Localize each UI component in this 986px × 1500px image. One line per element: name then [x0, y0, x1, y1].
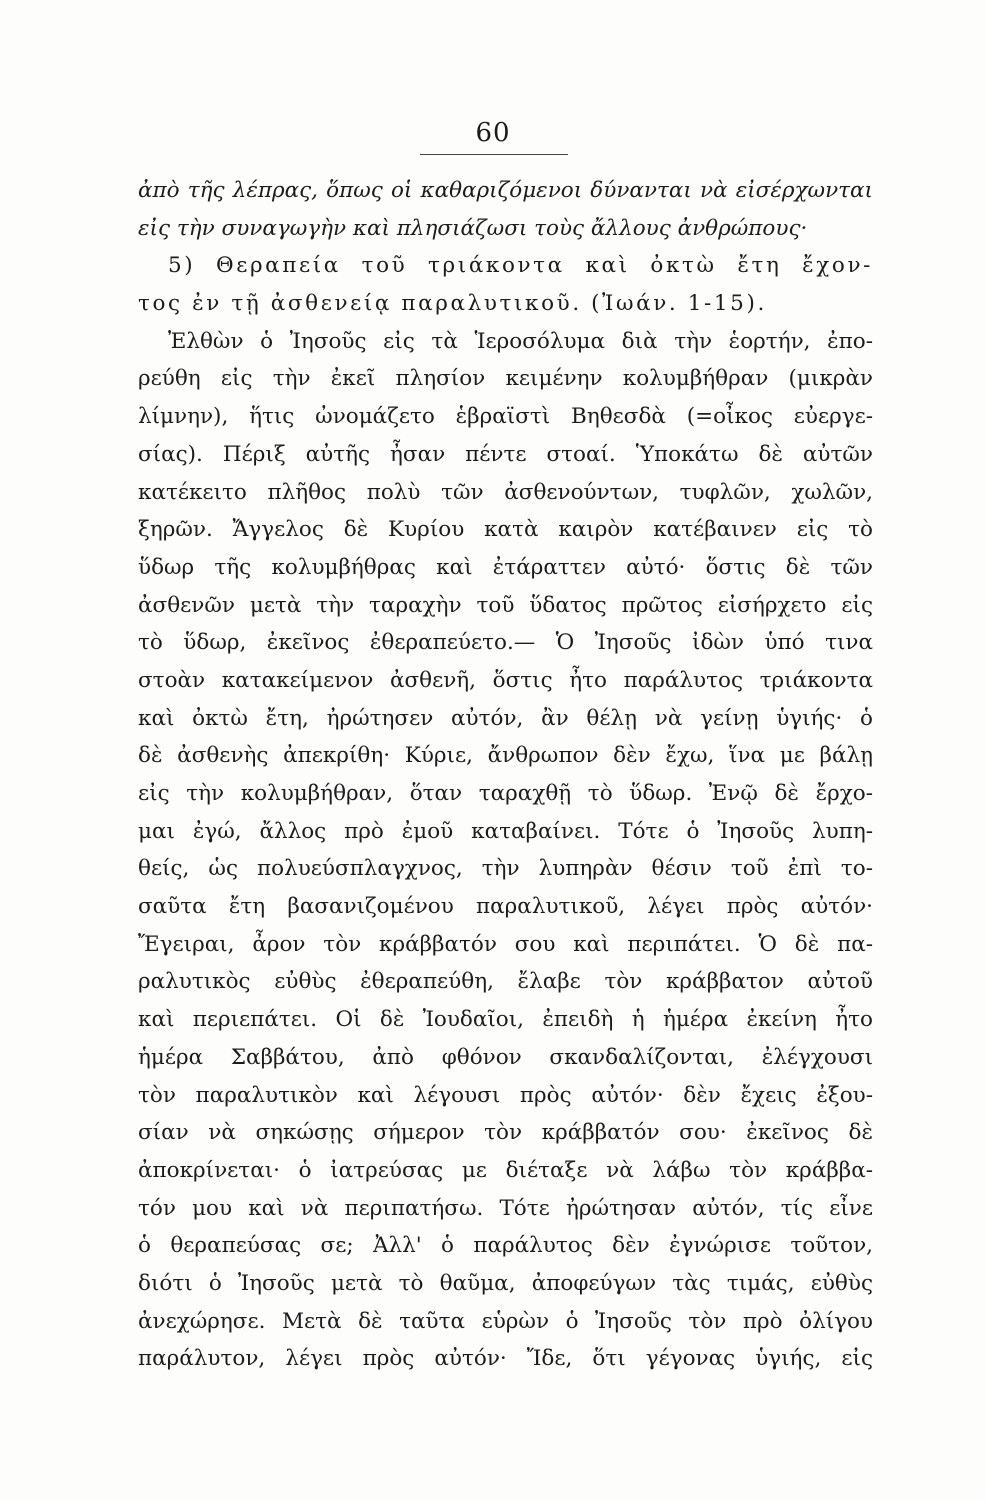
- text-line: δὲ ἀσθενὴς ἀπεκρίθη· Κύριε, ἄνθρωπον δὲν ἔχω, ἵνα με βάλῃ: [138, 743, 873, 769]
- text-line: Ἔγειραι, ἆρον τὸν κράββατόν σου καὶ περιπάτει. Ὁ δὲ πα-: [138, 931, 873, 957]
- page-number: 60: [475, 118, 511, 148]
- text-line: ἀποκρίνεται· ὁ ἰατρεύσας με διέταξε νὰ λάβω τὸν κράββα-: [138, 1157, 873, 1183]
- text-line: μαι ἐγώ, ἄλλος πρὸ ἐμοῦ καταβαίνει. Τότε ὁ Ἰησοῦς λυπη-: [138, 818, 873, 844]
- text-line: ραλυτικὸς εὐθὺς ἐθεραπεύθη, ἔλαβε τὸν κράββατον αὐτοῦ: [138, 969, 873, 995]
- text-line: τὸ ὕδωρ, ἐκεῖνος ἐθεραπεύετο.— Ὁ Ἰησοῦς ἰδὼν ὑπό τινα: [138, 630, 873, 656]
- header-rule: [420, 154, 568, 155]
- text-line: λίμνην), ἥτις ὠνομάζετο ἑβραϊστὶ Βηθεσδὰ (=οἶκος εὐεργε-: [138, 404, 873, 430]
- text-line: ρεύθη εἰς τὴν ἐκεῖ πλησίον κειμένην κολυμβήθραν (μικρὰν: [138, 366, 873, 392]
- section-heading-line: τος ἐν τῇ ἀσθενείᾳ παραλυτικοῦ. (Ἰωάν. 1-15).: [138, 291, 767, 317]
- text-line: ἀνεχώρησε. Μετὰ δὲ ταῦτα εὑρὼν ὁ Ἰησοῦς τὸν πρὸ ὀλίγου: [138, 1308, 873, 1334]
- text-line: διότι ὁ Ἰησοῦς μετὰ τὸ θαῦμα, ἀποφεύγων τὰς τιμάς, εὐθὺς: [138, 1270, 873, 1296]
- text-line: κατέκειτο πλῆθος πολὺ τῶν ἀσθενούντων, τυφλῶν, χωλῶν,: [138, 479, 873, 505]
- text-line: ἡμέρα Σαββάτου, ἀπὸ φθόνον σκανδαλίζονται, ἐλέγχουσι: [138, 1044, 873, 1070]
- text-line: καὶ ὀκτὼ ἔτη, ἠρώτησεν αὐτόν, ἂν θέλῃ νὰ γείνῃ ὑγιής· ὁ: [138, 705, 873, 731]
- text-line: σίαν νὰ σηκώσῃς σήμερον τὸν κράββατόν σου· ἐκεῖνος δὲ: [138, 1120, 873, 1146]
- section-heading-line: 5) Θεραπεία τοῦ τριάκοντα καὶ ὀκτὼ ἔτη ἔχον-: [168, 253, 873, 279]
- text-line: ὁ θεραπεύσας σε; Ἀλλ' ὁ παράλυτος δὲν ἐγνώρισε τοῦτον,: [138, 1233, 873, 1259]
- body-text: [138, 172, 873, 1378]
- text-line: ἀπὸ τῆς λέπρας, ὅπως οἱ καθαριζόμενοι δύνανται νὰ εἰσέρχωνται: [138, 178, 873, 203]
- text-line: ἀσθενῶν μετὰ τὴν ταραχὴν τοῦ ὕδατος πρῶτος εἰσήρχετο εἰς: [138, 592, 873, 618]
- text-line: εἰς τὴν συναγωγὴν καὶ πλησιάζωσι τοὺς ἄλλους ἀνθρώπους·: [138, 215, 808, 241]
- text-line: καὶ περιεπάτει. Οἱ δὲ Ἰουδαῖοι, ἐπειδὴ ἡ ἡμέρα ἐκείνη ἦτο: [138, 1007, 873, 1033]
- text-line: ὕδωρ τῆς κολυμβήθρας καὶ ἐτάραττεν αὐτό· ὅστις δὲ τῶν: [138, 554, 873, 580]
- text-line: τὸν παραλυτικὸν καὶ λέγουσι πρὸς αὐτόν· δὲν ἔχεις ἐξου-: [138, 1082, 873, 1108]
- text-line: στοὰν κατακείμενον ἀσθενῆ, ὅστις ἦτο παράλυτος τριάκοντα: [138, 667, 873, 693]
- text-line: παράλυτον, λέγει πρὸς αὐτόν· Ἴδε, ὅτι γέγονας ὑγιής, εἰς: [138, 1346, 873, 1372]
- text-line: ξηρῶν. Ἄγγελος δὲ Κυρίου κατὰ καιρὸν κατέβαινεν εἰς τὸ: [138, 517, 873, 543]
- text-line: Ἐλθὼν ὁ Ἰησοῦς εἰς τὰ Ἱεροσόλυμα διὰ τὴν ἑορτήν, ἐπο-: [168, 328, 873, 354]
- text-line: σίας). Πέριξ αὐτῆς ἦσαν πέντε στοαί. Ὑποκάτω δὲ αὐτῶν: [138, 441, 873, 467]
- text-line: σαῦτα ἔτη βασανιζομένου παραλυτικοῦ, λέγει πρὸς αὐτόν·: [138, 894, 873, 920]
- text-line: θείς, ὡς πολυεύσπλαγχνος, τὴν λυπηρὰν θέσιν τοῦ ἐπὶ το-: [138, 856, 873, 882]
- text-line: τόν μου καὶ νὰ περιπατήσω. Τότε ἠρώτησαν αὐτόν, τίς εἶνε: [138, 1195, 873, 1221]
- text-line: εἰς τὴν κολυμβήθραν, ὅταν ταραχθῇ τὸ ὕδωρ. Ἐνῷ δὲ ἔρχο-: [138, 781, 873, 806]
